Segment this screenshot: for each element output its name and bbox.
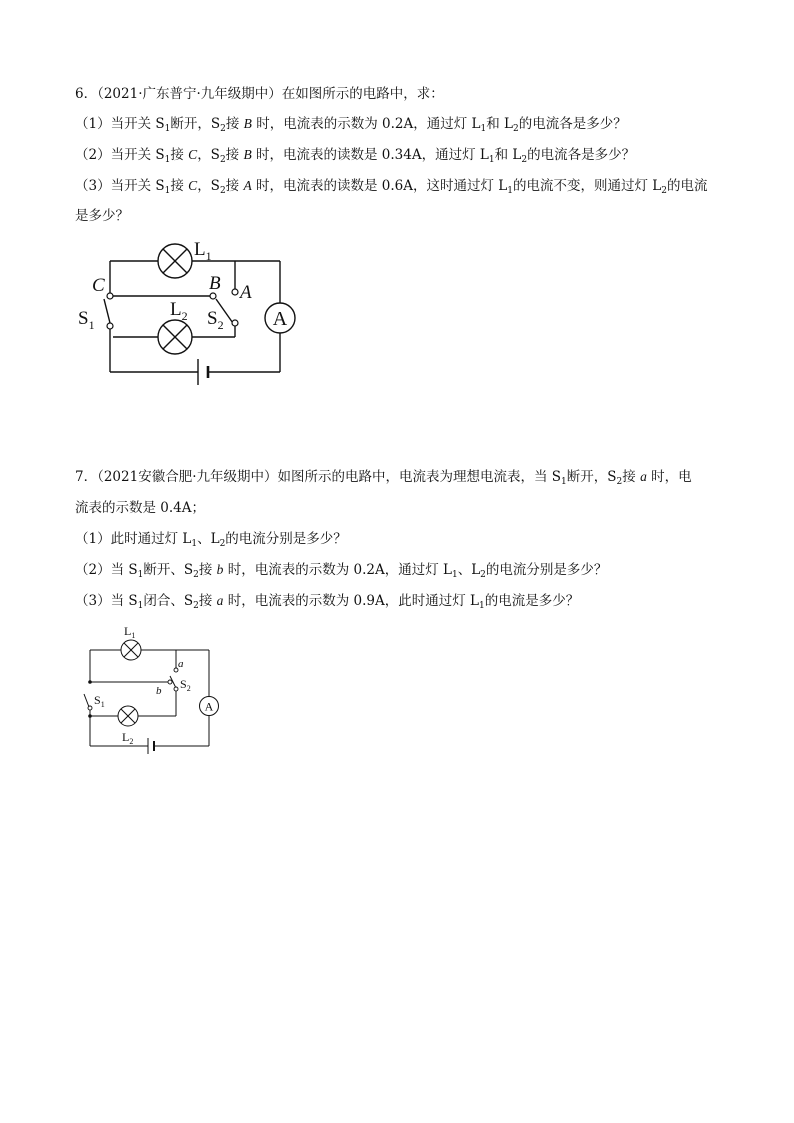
- q7-terminal-b: [168, 680, 172, 684]
- text: 接: [198, 562, 217, 578]
- q7-junction-node: [88, 680, 92, 684]
- subscript: 2: [193, 570, 199, 580]
- q7-stem: 7．（2021安徽合肥·九年级期中）如图所示的电路中，电流表为理想电流表，当 $S_1$断开，$S_2$接 a 时，电: [75, 469, 692, 487]
- subscript: 1: [561, 477, 567, 487]
- q7-label-l1: $L_1$: [124, 624, 136, 640]
- text: 时，电流表的示数为 0.2A，通过灯 L: [251, 116, 481, 132]
- q7-junction-node: [88, 714, 92, 718]
- q6-terminal-s1: [107, 323, 113, 329]
- subscript: 1: [164, 155, 171, 165]
- text: 时，电流表的读数是 0.34A，通过灯 L: [251, 147, 489, 163]
- subscript: 2: [480, 570, 486, 580]
- italic-label: C: [188, 147, 198, 162]
- subscript: 2: [219, 155, 226, 165]
- subscript: 2: [616, 477, 623, 487]
- text: 、L: [197, 531, 220, 547]
- text: 接: [225, 147, 244, 163]
- italic-label: B: [243, 116, 252, 131]
- text: 的电流各是多少？: [527, 147, 636, 163]
- q6-part1: [75, 115, 627, 138]
- part-label: （3）: [75, 178, 111, 194]
- text: 、L: [457, 562, 481, 578]
- subscript: 2: [219, 539, 226, 549]
- italic-label: b: [216, 562, 224, 577]
- q6-label-b: B: [209, 273, 221, 294]
- part-label: （1）: [75, 116, 111, 132]
- q7-lamp-l1-icon: [121, 640, 141, 660]
- q6-label-l1: $L_1$: [194, 239, 212, 263]
- q7-label-s2: $S_2$: [180, 677, 191, 693]
- q6-source: （2021·广东普宁·九年级期中）: [97, 86, 282, 102]
- q7-lamp-l2-icon: [118, 706, 138, 726]
- subscript: 1: [480, 124, 487, 134]
- q7-part2: [75, 561, 607, 584]
- text: ，S: [197, 147, 220, 163]
- q7-terminal-s2: [174, 687, 178, 691]
- text: 的电流各是多少？: [518, 116, 627, 132]
- q7-label-b: b: [156, 685, 162, 697]
- text: 时，电: [646, 469, 692, 485]
- q6-terminal-s2: [232, 320, 238, 326]
- text: 的电流: [667, 178, 708, 194]
- q7-ammeter-icon: [200, 697, 219, 716]
- q7-label-s1: $S_1$: [94, 693, 105, 709]
- text: 断开，S: [170, 116, 221, 132]
- subscript: 1: [137, 601, 144, 611]
- q7-label-l2: $L_2$: [122, 730, 134, 746]
- part-label: （2）: [75, 562, 111, 578]
- text: 的电流分别是多少？: [485, 562, 608, 578]
- text: 的电流是多少？: [484, 593, 580, 609]
- q6-terminal-c: [107, 293, 113, 299]
- q6-number: 6: [75, 86, 84, 102]
- q7-part3: [75, 592, 579, 615]
- italic-label: a: [216, 593, 224, 608]
- part-label: （3）: [75, 593, 111, 609]
- q7-circuit-diagram: [70, 620, 230, 760]
- subscript: 2: [193, 601, 199, 611]
- q7-ammeter-label: A: [204, 699, 214, 714]
- q7-part1: [75, 530, 347, 553]
- q6-label-a: A: [240, 282, 252, 303]
- subscript: 2: [661, 186, 668, 196]
- q6-label-s2: $S_2$: [207, 308, 224, 332]
- q7-terminal-s1: [88, 706, 92, 710]
- text: 当开关 S: [110, 116, 165, 132]
- q6-stem: 6．（2021·广东普宁·九年级期中）在如图所示的电路中，求：: [75, 86, 444, 102]
- subscript: 2: [521, 155, 528, 165]
- q7-switch-s1-blade: [84, 694, 89, 707]
- q6-lamp-l2-icon: [158, 320, 192, 354]
- subscript: 2: [512, 124, 519, 134]
- q7-source: （2021安徽合肥·九年级期中）: [97, 469, 278, 485]
- text: 时，电流表的读数是 0.6A，这时通过灯 L: [251, 178, 508, 194]
- italic-label: A: [243, 178, 252, 193]
- q6-part3-continuation: 是多少？: [75, 208, 129, 224]
- q6-ammeter-label: A: [272, 308, 288, 330]
- text: 时，电流表的示数为 0.9A，此时通过灯 L: [223, 593, 479, 609]
- text: 和 L: [494, 147, 522, 163]
- text: 当开关 S: [110, 147, 165, 163]
- q7-label-a: a: [178, 658, 184, 670]
- text: 当 S: [110, 593, 138, 609]
- text: 当开关 S: [110, 178, 165, 194]
- text: 接: [622, 469, 641, 485]
- italic-label: B: [243, 147, 252, 162]
- text: 的电流不变，则通过灯 L: [513, 178, 662, 194]
- text: 接: [198, 593, 217, 609]
- text: 如图所示的电路中，电流表为理想电流表，当 S: [277, 469, 562, 485]
- subscript: 2: [219, 186, 226, 196]
- subscript: 1: [507, 186, 514, 196]
- italic-label: a: [640, 469, 647, 484]
- subscript: 1: [164, 186, 171, 196]
- q6-ammeter-icon: [265, 303, 295, 333]
- subscript: 1: [451, 570, 458, 580]
- text: 接: [225, 178, 244, 194]
- text: 接: [170, 178, 189, 194]
- q6-label-c: C: [92, 275, 105, 296]
- q6-lamp-l1-icon: [158, 244, 192, 278]
- text: 当 S: [110, 562, 138, 578]
- subscript: 1: [164, 124, 171, 134]
- q6-part3: [75, 177, 708, 200]
- subscript: 1: [191, 539, 198, 549]
- text: 断开，S: [566, 469, 617, 485]
- q6-label-l2: $L_2$: [170, 299, 188, 323]
- part-label: （1）: [75, 531, 111, 547]
- text: 和 L: [486, 116, 513, 132]
- subscript: 1: [488, 155, 495, 165]
- subscript: 1: [137, 570, 144, 580]
- text: 闭合、S: [143, 593, 194, 609]
- text: ，S: [197, 178, 220, 194]
- q6-part2: [75, 146, 635, 169]
- italic-label: C: [188, 178, 198, 193]
- subscript: 1: [478, 601, 485, 611]
- text: 接: [225, 116, 244, 132]
- text: 接: [170, 147, 189, 163]
- q6-circuit-diagram: [70, 235, 310, 400]
- q6-switch-s1-blade: [104, 299, 110, 323]
- q7-stem-continuation: 流表的示数是 0.4A；: [75, 500, 206, 516]
- subscript: 2: [220, 124, 226, 134]
- q6-stem-text: 在如图所示的电路中，求：: [281, 86, 444, 102]
- text: 断开、S: [143, 562, 194, 578]
- q6-terminal-a: [232, 289, 238, 295]
- text: 时，电流表的示数为 0.2A，通过灯 L: [223, 562, 452, 578]
- q7-number: 7: [75, 469, 84, 485]
- q6-label-s1: $S_1$: [78, 308, 95, 332]
- part-label: （2）: [75, 147, 111, 163]
- text: 此时通过灯 L: [110, 531, 192, 547]
- text: 的电流分别是多少？: [225, 531, 347, 547]
